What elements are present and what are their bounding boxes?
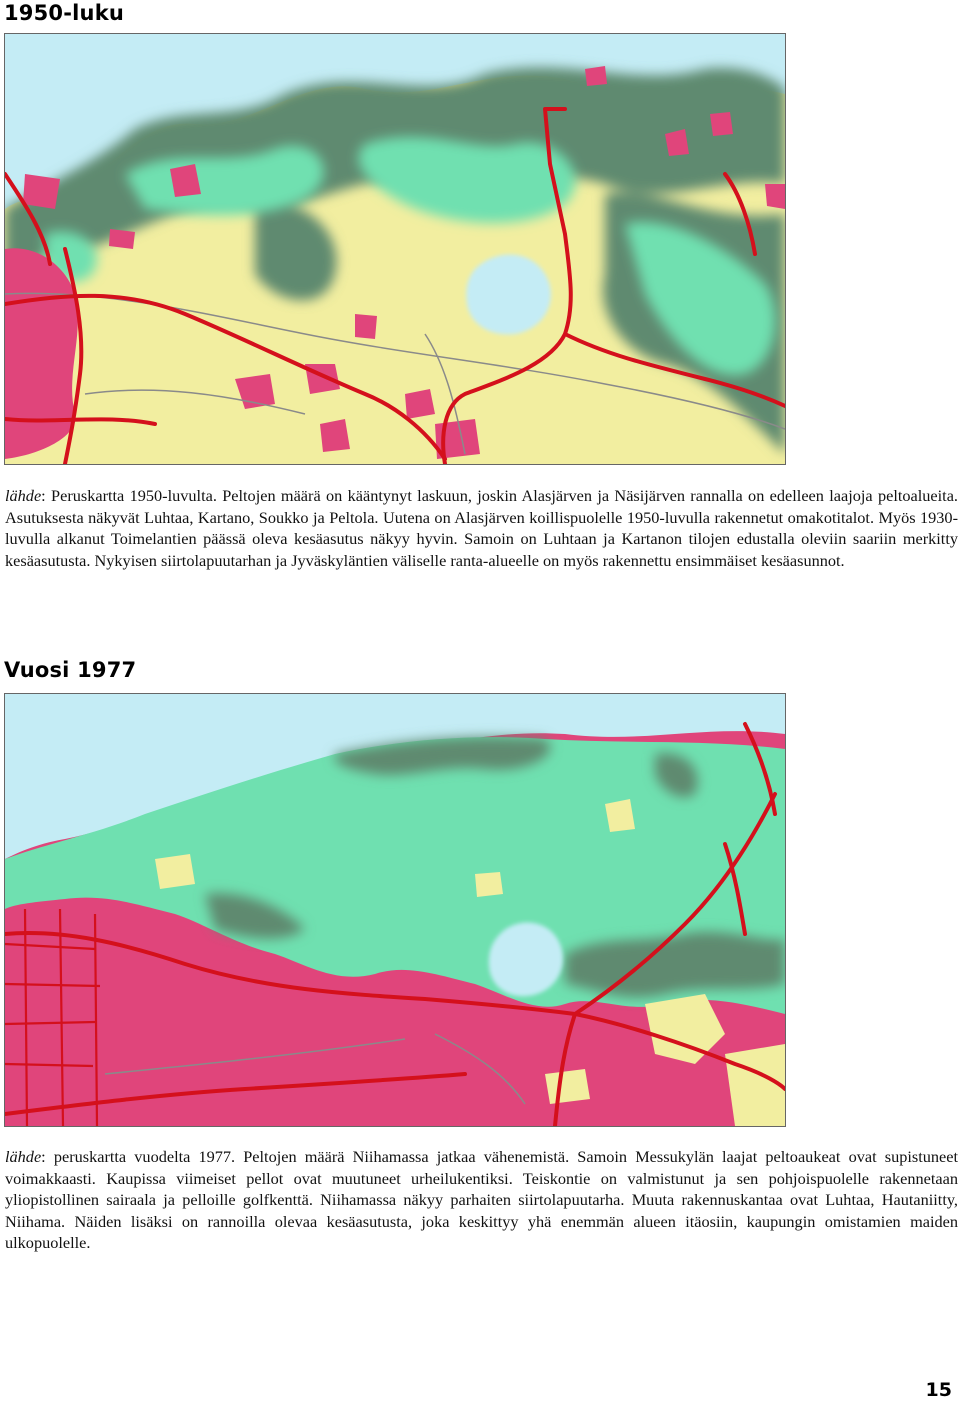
caption-1950 [5,485,958,571]
map-1977 [4,693,786,1127]
map-1950-graphic [5,34,785,464]
map-1977-graphic [5,694,785,1126]
section-title-1977: Vuosi 1977 [4,658,137,682]
section-title-1950: 1950-luku [4,1,125,25]
caption-source-label: lähde [5,486,42,505]
caption-body: : Peruskartta 1950-luvulta. Peltojen määrä on kääntynyt laskuun, joskin Alasjärven ja Näsijärven rannalla on edelleen laajoja peltoalueita. Asutuksesta näkyvät Luhtaa, Kartano, Soukko ja Peltola. Uutena on Alasjärven koillispuolelle 1950-luvulla rakennetut omakotitalot. Myös 1930-luvulla alkanut Toimelantien päässä oleva kesäasutus näkyy hyvin. Samoin on Luhtaan ja Kartanon tilojen edustalla oleviin saariin merkitty kesäasutusta. Nykyisen siirtolapuutarhan ja Jyväskyläntien väliselle ranta-alueelle on myös rakennettu ensimmäiset kesäasunnot. [5,486,958,570]
page-number: 15 [925,1379,952,1401]
caption-source-label: lähde [5,1147,42,1166]
caption-1977 [5,1146,958,1254]
caption-body: : peruskartta vuodelta 1977. Peltojen määrä Niihamassa jatkaa vähenemistä. Samoin Messukylän laajat peltoaukeat ovat supistuneet voimakkaasti. Kaupissa viimeiset pellot ovat muutuneet urheilukentiksi. Teiskontie on valmistunut ja sen pohjoispuolelle rakennetaan yliopistollinen sairaala ja pelloille golfkenttä. Niihamassa näkyy parhaiten siirtolapuutarha. Muuta rakennuskantaa ovat Luhtaa, Hautaniitty, Niihama. Näiden lisäksi on rannoilla olevaa kesäasutusta, joka keskittyy yhä enemmän alueen itäosiin, kaupungin omistamien maiden ulkopuolelle. [5,1147,958,1252]
map-1950 [4,33,786,465]
small-lake [466,255,551,335]
